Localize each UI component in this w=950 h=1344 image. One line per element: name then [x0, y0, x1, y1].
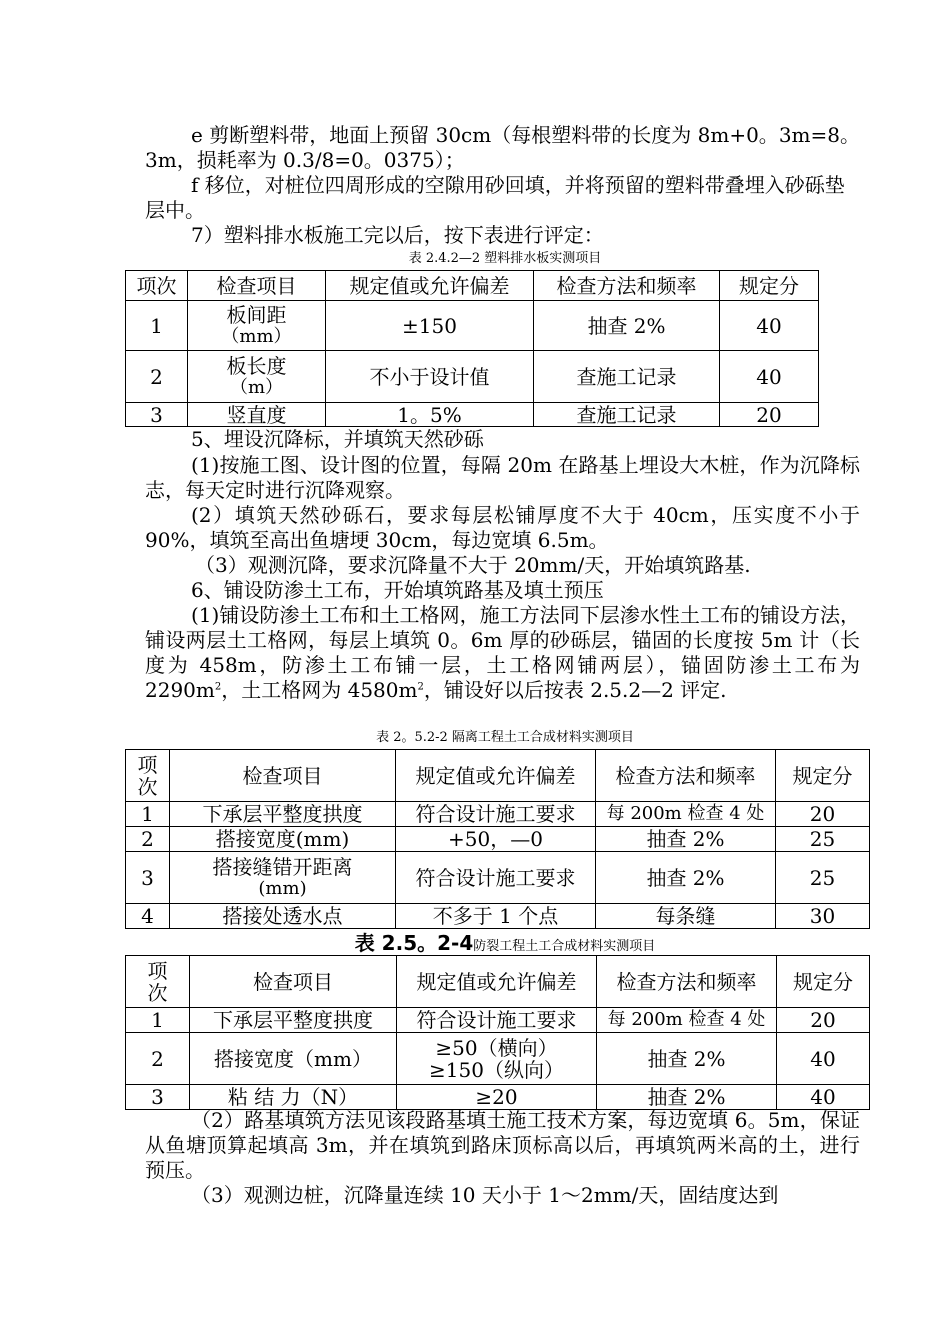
paragraph-6-2: （2）路基填筑方法见该段路基填土施工技术方案，每边宽填 6。5m，保证从鱼塘顶算起填高 3m，并在填筑到路床顶标高以后，再填筑两米高的土，进行预压。	[145, 1108, 860, 1182]
cell-line: 板间距	[226, 302, 287, 327]
table-cell: 1。5%	[326, 403, 534, 427]
header-cell	[126, 750, 170, 802]
paragraph-7: 7）塑料排水板施工完以后，按下表进行评定：	[191, 223, 604, 247]
table-cell	[170, 852, 396, 904]
table-row	[126, 1033, 870, 1085]
header-cell: 规定值或允许偏差	[396, 750, 596, 802]
table-cell: 30	[776, 904, 870, 929]
table-cell: 抽查 2%	[597, 1033, 777, 1085]
cell-line: （m）	[229, 376, 284, 398]
table-isolation-geosynthetic	[125, 749, 870, 929]
superscript: 2	[214, 681, 222, 693]
paragraph-5: 5、埋设沉降标，并填筑天然砂砾	[191, 427, 484, 451]
table-cell: 符合设计施工要求	[396, 802, 596, 827]
paragraph-5-1: (1)按施工图、设计图的位置，每隔 20m 在路基上埋设大木桩，作为沉降标志，每天定时进行沉降观察。	[145, 453, 860, 502]
table-cell: 20	[777, 1008, 870, 1033]
paragraph-6-1-text: (1)铺设防渗土工布和土工格网，施工方法同下层渗水性土工布的铺设方法，铺设两层土工格网，每层上填筑 0。6m 厚的砂砾层，锚固的长度按 5m 计（长度为 458m，防渗土工布铺一层，土工格网铺两层），锚固防渗土工布为 2290m	[145, 603, 860, 702]
table-header-row	[126, 271, 819, 301]
table-cell: 粘 结 力（N）	[190, 1085, 397, 1110]
table-header-row	[126, 750, 870, 802]
table-row	[126, 403, 819, 427]
table-cell: 2	[126, 351, 188, 403]
cell-line: 项	[137, 752, 158, 777]
table-cell: 40	[720, 351, 819, 403]
cell-line: 次	[147, 980, 168, 1005]
table3-caption-text: 防裂工程土工合成材料实测项目	[473, 939, 656, 954]
table-cell: 3	[126, 403, 188, 427]
table-cell: 竖直度	[188, 403, 326, 427]
table-cell: 40	[777, 1085, 870, 1110]
table-cell: 抽查 2%	[534, 301, 720, 351]
table-row	[126, 827, 870, 852]
table-row	[126, 351, 819, 403]
table-drainage-board	[125, 270, 819, 427]
header-cell: 检查方法和频率	[596, 750, 776, 802]
table-cell: +50，—0	[396, 827, 596, 852]
table-cell: 查施工记录	[534, 351, 720, 403]
paragraph-6-1-text: ，土工格网为 4580m	[221, 678, 418, 702]
table-cell: 1	[126, 301, 188, 351]
table-row	[126, 1085, 870, 1110]
header-cell: 规定分	[776, 750, 870, 802]
table-cell: 2	[126, 827, 170, 852]
table-row	[126, 802, 870, 827]
table-cell: 40	[777, 1033, 870, 1085]
table-cell: 25	[776, 852, 870, 904]
table-cell	[397, 1033, 597, 1085]
cell-line: 搭接缝错开距离	[212, 854, 353, 879]
cell-line: 板长度	[226, 353, 287, 378]
cell-line: ≥50（横向）	[435, 1035, 558, 1060]
table-row	[126, 1008, 870, 1033]
header-cell	[126, 956, 190, 1008]
header-cell: 规定分	[777, 956, 870, 1008]
header-cell: 规定值或允许偏差	[326, 271, 534, 301]
paragraph-6-1-text: ，铺设好以后按表 2.5.2—2 评定.	[423, 678, 727, 702]
paragraph-5-3: （3）观测沉降，要求沉降量不大于 20mm/天，开始填筑路基.	[195, 553, 751, 577]
header-cell: 规定分	[720, 271, 819, 301]
superscript: 2	[417, 681, 424, 693]
cell-line: 次	[137, 774, 158, 799]
table-cell: 下承层平整度拱度	[190, 1008, 397, 1033]
table-cell: 每条缝	[596, 904, 776, 929]
cell-line: （mm）	[221, 325, 292, 347]
cell-line: 项	[147, 958, 168, 983]
table-cell: 抽查 2%	[596, 852, 776, 904]
table-cell: 4	[126, 904, 170, 929]
table-cell: 抽查 2%	[596, 827, 776, 852]
cell-line: (mm)	[258, 877, 307, 899]
header-cell: 检查方法和频率	[534, 271, 720, 301]
table-cell: 搭接宽度（mm）	[190, 1033, 397, 1085]
table-cell: 20	[776, 802, 870, 827]
paragraph-6-3: （3）观测边桩，沉降量连续 10 天小于 1～2mm/天，固结度达到	[191, 1183, 779, 1207]
table-cell: 20	[720, 403, 819, 427]
paragraph-6: 6、铺设防渗土工布，开始填筑路基及填土预压	[191, 578, 604, 602]
table1-caption: 表 2.4.2—2 塑料排水板实测项目	[408, 251, 602, 266]
table-cell: ≥20	[397, 1085, 597, 1110]
table-cell: ±150	[326, 301, 534, 351]
paragraph-e: e 剪断塑料带，地面上预留 30cm（每根塑料带的长度为 8m+0。3m=8。3m，损耗率为 0.3/8=0。0375）；	[145, 123, 860, 172]
table-cell: 3	[126, 1085, 190, 1110]
table-cell: 符合设计施工要求	[396, 852, 596, 904]
paragraph-f: f 移位，对桩位四周形成的空隙用砂回填，并将预留的塑料带叠埋入砂砾垫层中。	[145, 173, 845, 222]
table-cell	[188, 301, 326, 351]
table2-caption: 表 2。5.2-2 隔离工程土工合成材料实测项目	[376, 730, 634, 745]
table-cell	[188, 351, 326, 403]
table-row	[126, 301, 819, 351]
table-row	[126, 904, 870, 929]
table-cell: 40	[720, 301, 819, 351]
table-cell: 抽查 2%	[597, 1085, 777, 1110]
paragraph-5-2: (2）填筑天然砂砾石，要求每层松铺厚度不大于 40cm，压实度不小于 90%，填筑至高出鱼塘埂 30cm，每边宽填 6.5m。	[145, 503, 860, 552]
table-cell: 搭接宽度(mm)	[170, 827, 396, 852]
table-cell: 每 200m 检查 4 处	[597, 1008, 777, 1033]
table-cell: 1	[126, 1008, 190, 1033]
table-cell: 每 200m 检查 4 处	[596, 802, 776, 827]
paragraph-6-1	[145, 603, 860, 703]
table-cell: 符合设计施工要求	[397, 1008, 597, 1033]
header-cell: 检查项目	[190, 956, 397, 1008]
table-cell: 不多于 1 个点	[396, 904, 596, 929]
table-cell: 25	[776, 827, 870, 852]
header-cell: 检查项目	[170, 750, 396, 802]
table-row	[126, 852, 870, 904]
table-cell: 搭接处透水点	[170, 904, 396, 929]
table-cell: 查施工记录	[534, 403, 720, 427]
table-cell: 2	[126, 1033, 190, 1085]
table-anticrack-geosynthetic	[125, 955, 870, 1110]
table-header-row	[126, 956, 870, 1008]
table-cell: 3	[126, 852, 170, 904]
table-cell: 下承层平整度拱度	[170, 802, 396, 827]
table-cell: 不小于设计值	[326, 351, 534, 403]
table3-caption-number: 表 2.5。2-4	[354, 931, 474, 955]
header-cell: 项次	[126, 271, 188, 301]
header-cell: 规定值或允许偏差	[397, 956, 597, 1008]
table-cell: 1	[126, 802, 170, 827]
cell-line: ≥150（纵向）	[429, 1057, 564, 1082]
header-cell: 检查方法和频率	[597, 956, 777, 1008]
header-cell: 检查项目	[188, 271, 326, 301]
